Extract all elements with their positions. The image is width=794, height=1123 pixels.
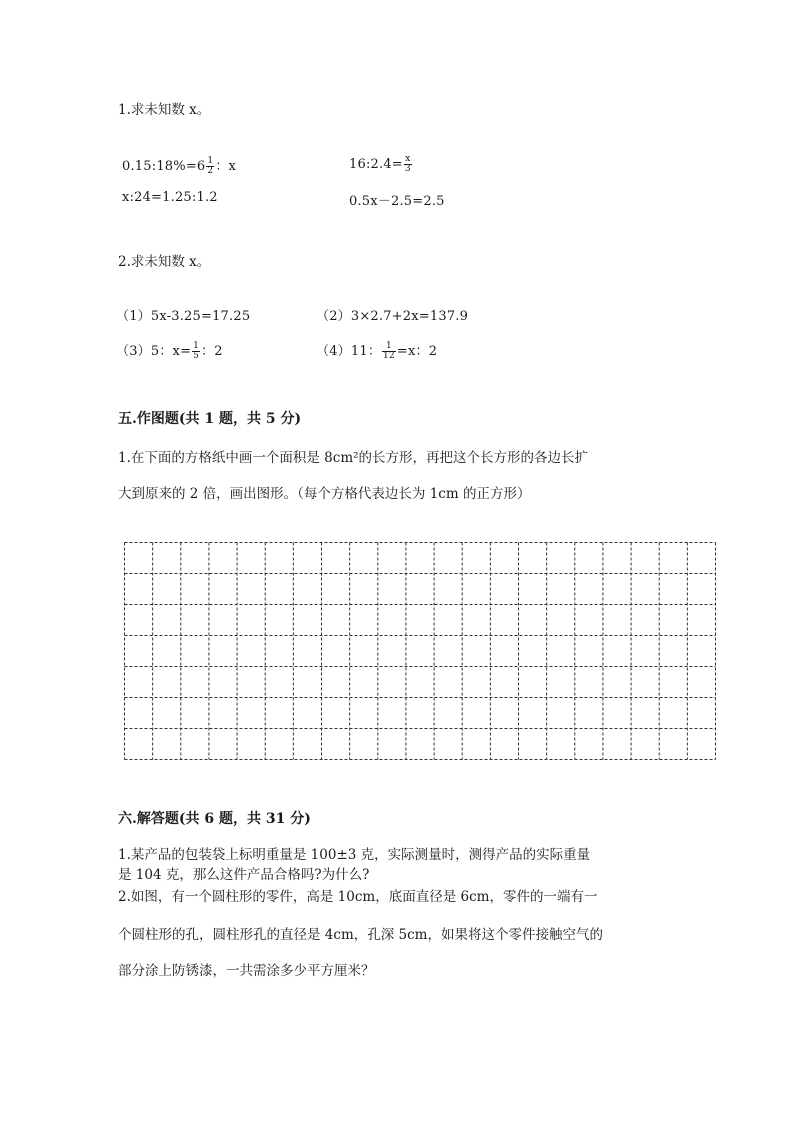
equation-a-right: ：x xyxy=(215,159,237,174)
equation-2: （2）3×2.7+2x=137.9 xyxy=(316,309,469,324)
equation-4 xyxy=(316,340,437,361)
fraction xyxy=(404,155,412,174)
equation-3 xyxy=(116,340,223,361)
grid-lines xyxy=(124,542,716,760)
section-heading: 五.作图题(共 1 题，共 5 分) xyxy=(118,411,302,427)
equation-b xyxy=(349,155,413,174)
fraction xyxy=(206,157,214,176)
grid-paper[interactable] xyxy=(124,542,716,760)
equation-4-left: （4）11： xyxy=(316,344,382,359)
fraction-denominator: 2 xyxy=(207,166,214,176)
fraction-denominator: 3 xyxy=(404,164,411,174)
equation-a xyxy=(122,155,236,176)
question-text: 1.某产品的包装袋上标明重量是 100±3 克，实际测量时，测得产品的实际重量 xyxy=(118,847,591,863)
question-text: 个圆柱形的孔，圆柱形孔的直径是 4cm，孔深 5cm，如果将这个零件接触空气的 xyxy=(118,927,603,943)
question-text: 大到原来的 2 倍，画出图形。（每个方格代表边长为 1cm 的正方形） xyxy=(118,486,531,502)
question-text: 1.在下面的方格纸中画一个面积是 8cm²的长方形，再把这个长方形的各边长扩 xyxy=(118,450,589,466)
equation-1: （1）5x-3.25=17.25 xyxy=(116,309,251,324)
fraction-numerator: x xyxy=(405,154,411,164)
fraction-numerator: 1 xyxy=(207,156,214,166)
fraction-numerator: 1 xyxy=(382,342,396,352)
equation-d: 0.5x－2.5=2.5 xyxy=(349,194,445,209)
equation-b-left: 16:2.4= xyxy=(349,157,403,172)
question-text: 2.如图，有一个圆柱形的零件，高是 10cm，底面直径是 6cm，零件的一端有一 xyxy=(118,889,598,905)
equation-a-left: 0.15:18%=6 xyxy=(122,159,206,174)
fraction-numerator: 1 xyxy=(193,341,200,351)
question-text: 是 104 克，那么这件产品合格吗?为什么? xyxy=(118,867,370,883)
equation-c: x:24=1.25:1.2 xyxy=(122,190,218,205)
fraction-denominator: 12 xyxy=(383,351,395,361)
fraction-denominator: 5 xyxy=(193,351,200,361)
fraction xyxy=(192,342,200,361)
equation-3-right: ：2 xyxy=(201,344,223,359)
section-heading: 六.解答题(共 6 题，共 31 分) xyxy=(118,811,311,827)
question-title: 1.求未知数 x。 xyxy=(118,102,211,118)
equation-4-right: =x：2 xyxy=(396,344,438,359)
question-title: 2.求未知数 x。 xyxy=(118,254,211,270)
equation-3-left: （3）5：x= xyxy=(116,344,192,359)
fraction xyxy=(382,342,396,361)
question-text: 部分涂上防锈漆，一共需涂多少平方厘米？ xyxy=(118,963,375,979)
